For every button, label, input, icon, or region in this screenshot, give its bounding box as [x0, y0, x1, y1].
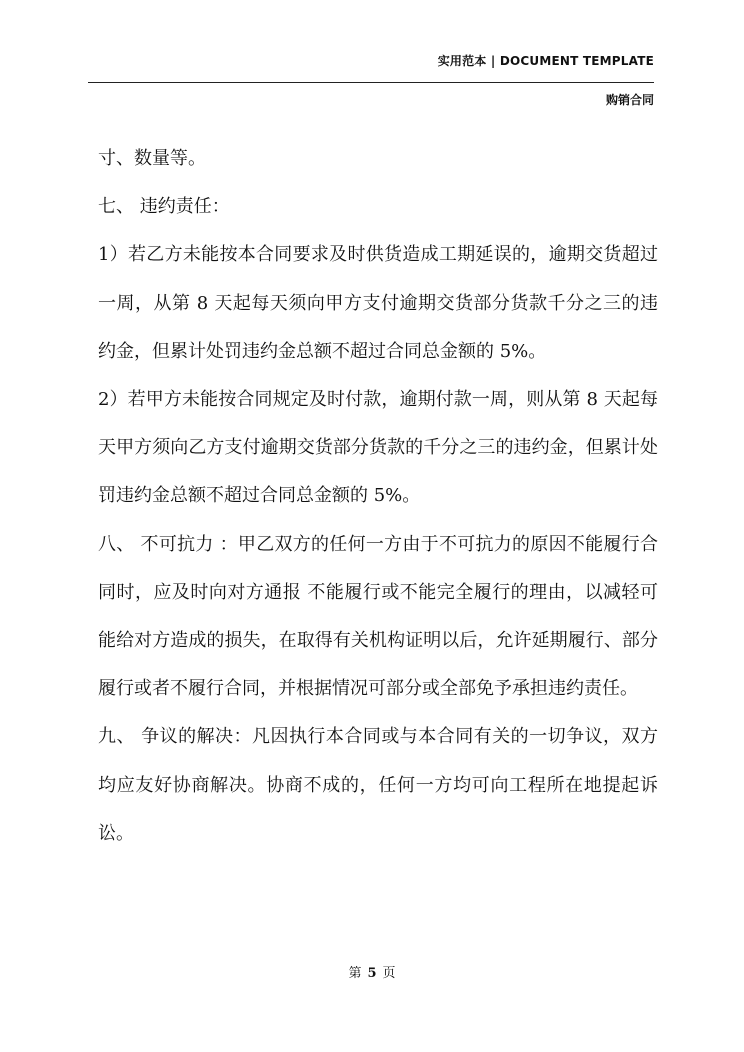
header-subtitle: 购销合同: [605, 93, 654, 107]
page-footer: [0, 962, 744, 981]
header-title: 实用范本 | DOCUMENT TEMPLATE: [437, 54, 654, 68]
clause-seven-two: 2）若甲方未能按合同规定及时付款，逾期付款一周，则从第 8 天起每天甲方须向乙方支付逾期交货部分货款的千分之三的违约金，但累计处罚违约金总额不超过合同总金额的 5%。: [98, 389, 658, 507]
header-divider: [88, 82, 654, 83]
page-number: 5: [367, 966, 377, 981]
section-seven-heading: 七、 违约责任：: [98, 196, 230, 218]
section-nine-dispute: 九、 争议的解决：凡因执行本合同或与本合同有关的一切争议，双方均应友好协商解决。协商不成的，任何一方均可向工程所在地提起诉讼。: [98, 726, 658, 844]
paragraph-continuation: 寸、数量等。: [98, 148, 206, 169]
document-body: [98, 135, 658, 858]
footer-suffix: 页: [382, 966, 396, 981]
footer-prefix: 第: [348, 966, 362, 981]
section-eight-force-majeure: 八、 不可抗力 ：甲乙双方的任何一方由于不可抗力的原因不能履行合同时，应及时向对方通报 不能履行或不能完全履行的理由，以减轻可能给对方造成的损失，在取得有关机构证明以后，允许延期履行、部分履行或者不履行合同，并根据情况可部分或全部免予承担违约责任。: [98, 533, 658, 700]
clause-seven-one: 1）若乙方未能按本合同要求及时供货造成工期延误的，逾期交货超过一周，从第 8 天起每天须向甲方支付逾期交货部分货款千分之三的违约金，但累计处罚违约金总额不超过合同总金额的 5%。: [98, 244, 658, 362]
page-header: [88, 52, 654, 112]
